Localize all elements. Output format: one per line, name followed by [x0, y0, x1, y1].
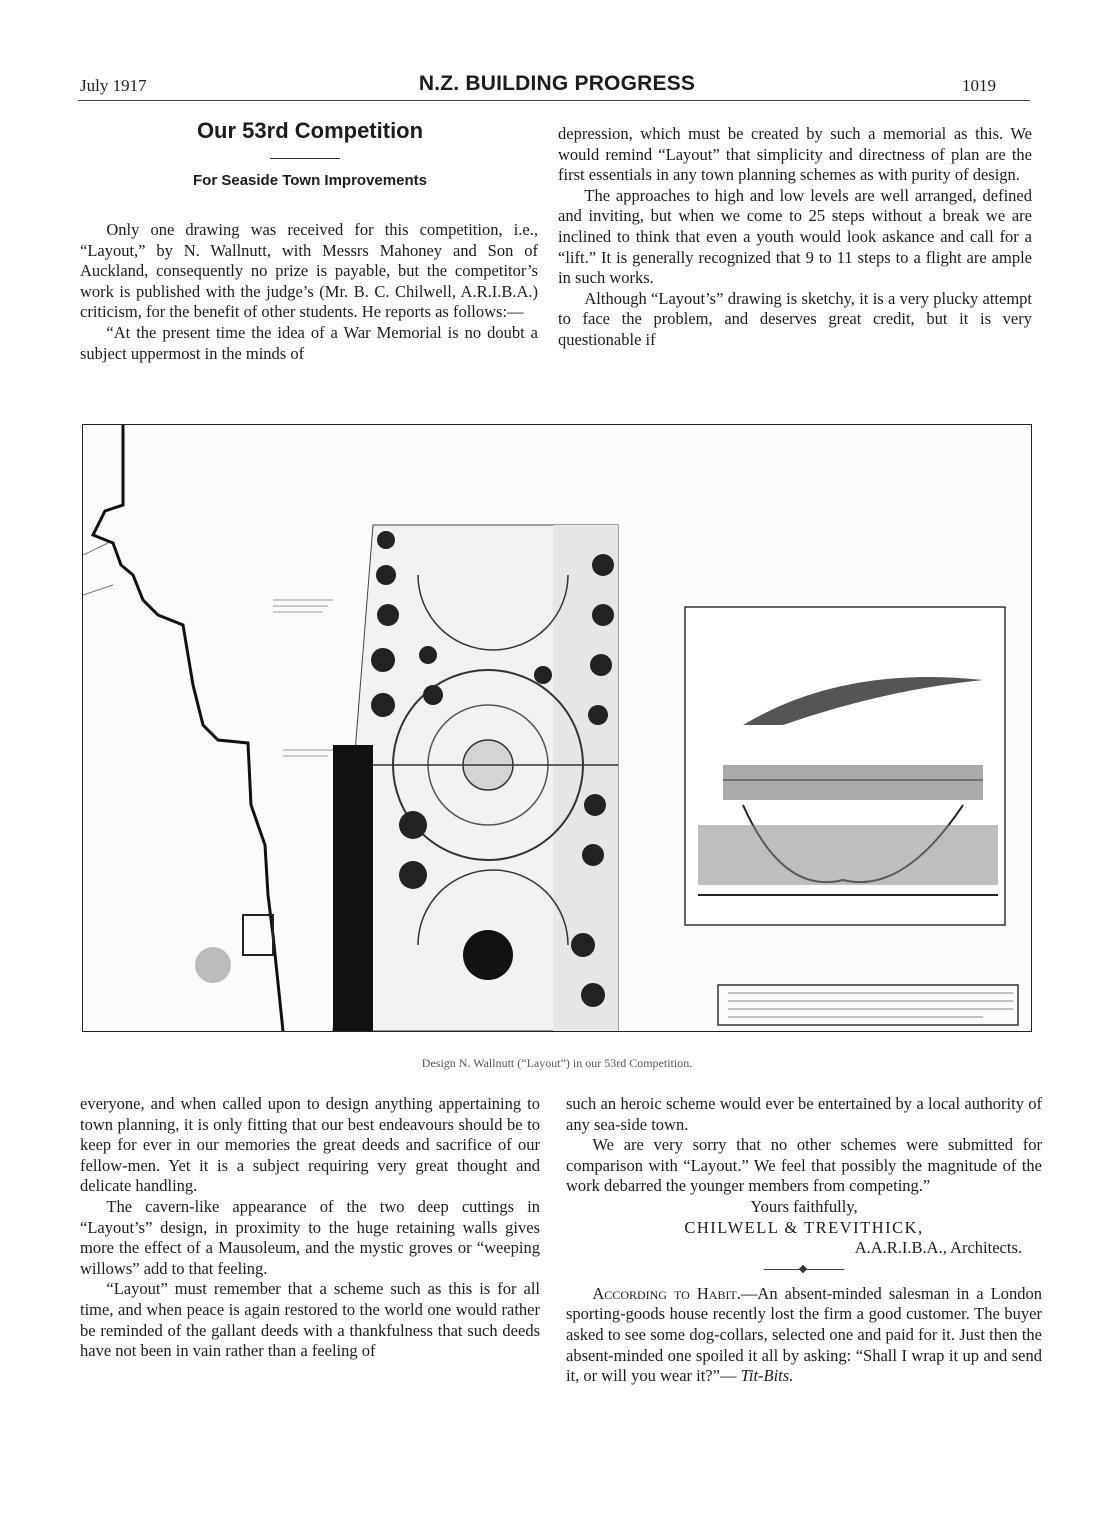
signature-title: A.A.R.I.B.A., Architects.	[854, 1238, 1022, 1258]
paragraph: “At the present time the idea of a War Memorial is no doubt a subject uppermost in the minds of	[80, 322, 538, 363]
article-column-1	[80, 220, 538, 364]
article-column-3	[80, 1094, 540, 1362]
paragraph: “Layout” must remember that a scheme such as this is for all time, and when peace is again restored to the world one would rather be reminded of the gallant deeds with a thankfulness that such deeds have not been in vain rather than a feeling of	[80, 1279, 540, 1361]
paragraph: everyone, and when called upon to design anything appertaining to town planning, it is only fitting that our best endeavours should be to keep for ever in our memories the great deeds and sacrifice of our fellow-men. Yet it is a subject requiring very great thought and delicate handling.	[80, 1094, 540, 1196]
paragraph: depression, which must be created by such a memorial as this. We would remind “Layout” that simplicity and directness of plan are the first essentials in any town planning schemes as with purity of design.	[558, 124, 1032, 185]
anecdote-text: —An absent-minded salesman in a London sporting-goods house recently lost the firm a good customer. The buyer asked to see some dog-collars, selected one and paid for it. Just then the absent-minded one spoiled it all by asking: “Shall I wrap it up and send it, or will you wear it?”—	[566, 1283, 1042, 1386]
page-number: 1019	[962, 76, 996, 95]
anecdote-lead: According to Habit.	[592, 1283, 741, 1303]
coastline	[93, 425, 283, 1031]
section-divider	[764, 1269, 844, 1270]
drawing-title-block	[718, 985, 1018, 1025]
signature-closing: Yours faithfully,	[750, 1196, 858, 1216]
tree	[195, 947, 231, 983]
plan-notes	[273, 600, 333, 756]
title-rule	[270, 158, 340, 159]
paragraph: We are very sorry that no other schemes were submitted for comparison with “Layout.” We feel that possibly the magnitude of the work debarred the younger members from competing.”	[566, 1135, 1042, 1196]
header-rule	[78, 100, 1030, 101]
paragraph: Although “Layout’s” drawing is sketchy, it is a very plucky attempt to face the problem, and deserves great credit, but it is very questionable if	[558, 288, 1032, 349]
paragraph: The approaches to high and low levels are well arranged, defined and inviting, but when we come to 25 steps without a break we are inclined to think that even a youth would look askance and call for a “lift.” It is generally recognized that 9 to 11 steps to a flight are ample in such works.	[558, 185, 1032, 288]
perspective-view	[685, 607, 1005, 925]
paragraph: The cavern-like appearance of the two deep cuttings in “Layout’s” design, in proximity to the huge retaining walls gives more the effect of a Mausoleum, and the mystic groves or “weeping willows” add to that feeling.	[80, 1196, 540, 1278]
article-column-2	[558, 124, 1032, 351]
signature-firm: CHILWELL & TREVITHICK,	[684, 1217, 924, 1237]
article-column-4	[566, 1094, 1042, 1387]
site-plan-drawing	[83, 425, 1031, 1031]
paragraph: such an heroic scheme would ever be entertained by a local authority of any sea-side town.	[566, 1094, 1042, 1134]
issue-date: July 1917	[80, 76, 147, 95]
figure-caption: Design N. Wallnutt (“Layout”) in our 53rd Competition.	[421, 1056, 693, 1070]
anecdote-paragraph	[566, 1284, 1042, 1387]
competition-drawing	[82, 424, 1032, 1032]
publication-title: N.Z. BUILDING PROGRESS	[418, 72, 696, 95]
anecdote-source: Tit-Bits.	[740, 1366, 794, 1386]
article-subtitle: For Seaside Town Improvements	[193, 172, 427, 189]
article-title: Our 53rd Competition	[196, 118, 424, 143]
central-plan	[333, 525, 618, 1031]
paragraph: Only one drawing was received for this competition, i.e., “Layout,” by N. Wallnutt, with Messrs Mahoney and Son of Auckland, consequently no prize is payable, but the competitor’s work is published with the judge’s (Mr. B. C. Chilwell, A.R.I.B.A.) criticism, for the benefit of other students. He reports as follows:—	[80, 220, 538, 322]
building-block	[243, 915, 273, 955]
